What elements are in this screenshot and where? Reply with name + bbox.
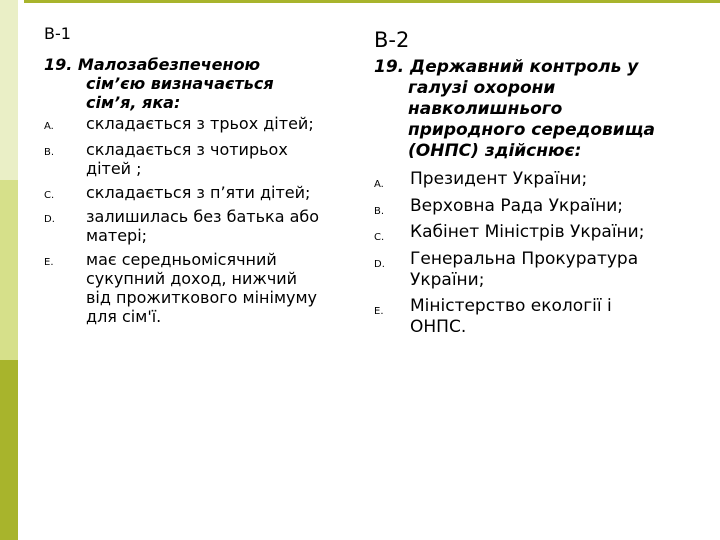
variant-1-label: В-1 [44, 24, 71, 43]
variant-1-question-line-2: сім’єю визначається [86, 74, 274, 93]
variant-1-question-line-3: сім’я, яка: [86, 93, 181, 112]
variant-1-question-line-1: 19. Малозабезпеченою [44, 55, 261, 74]
variant-2-question-line-1: 19. Державний контроль у [374, 57, 639, 77]
variant-1-option-d: D. залишилась без батька або матері; [44, 207, 320, 245]
variant-2-option-b: B. Верховна Рада України; [374, 196, 704, 217]
option-letter: A. [374, 179, 384, 190]
option-letter: D. [44, 214, 55, 225]
decorative-stripe [0, 0, 18, 540]
variant-2-question-line-2: галузі охорони [408, 78, 556, 98]
variant-2-option-c: C. Кабінет Міністрів України; [374, 222, 704, 243]
option-letter: B. [374, 206, 385, 217]
option-letter: C. [374, 232, 385, 243]
option-letter: C. [44, 190, 55, 201]
option-letter: D. [374, 259, 385, 270]
option-letter: E. [374, 306, 384, 317]
question-number: 19. [44, 55, 73, 74]
question-number: 19. [374, 57, 405, 77]
variant-2-label: В-2 [374, 28, 410, 52]
variant-2-option-e: E. Міністерство екології і ОНПС. [374, 296, 612, 337]
option-letter: E. [44, 257, 54, 268]
variant-1-question [44, 55, 274, 112]
variant-1-option-e: E. має середньомісячний сукупний доход, нижчий від прожиткового мінімуму для сім'ї. [44, 250, 318, 326]
variant-2-option-a: A. Президент України; [374, 169, 704, 190]
variant-1-option-c: C. складається з п’яти дітей; [44, 183, 354, 202]
stripe-divider [18, 0, 20, 540]
stripe-segment-top [0, 0, 18, 180]
variant-2-question-line-3: навколишнього [408, 99, 563, 119]
variant-1-option-b: B. складається з чотирьох дітей ; [44, 140, 288, 178]
stripe-segment-middle [0, 180, 18, 360]
variant-2-question-line-4: природного середовища [408, 120, 655, 140]
stripe-segment-bottom [0, 360, 18, 540]
top-rule [24, 0, 720, 3]
variant-2-option-d: D. Генеральна Прокуратура України; [374, 249, 639, 290]
option-letter: A. [44, 121, 54, 132]
variant-2-question-line-5: (ОНПС) здійснює: [408, 141, 582, 161]
variant-1-option-a: A. складається з трьох дітей; [44, 114, 354, 133]
option-letter: B. [44, 147, 55, 158]
variant-2-question [374, 57, 655, 162]
